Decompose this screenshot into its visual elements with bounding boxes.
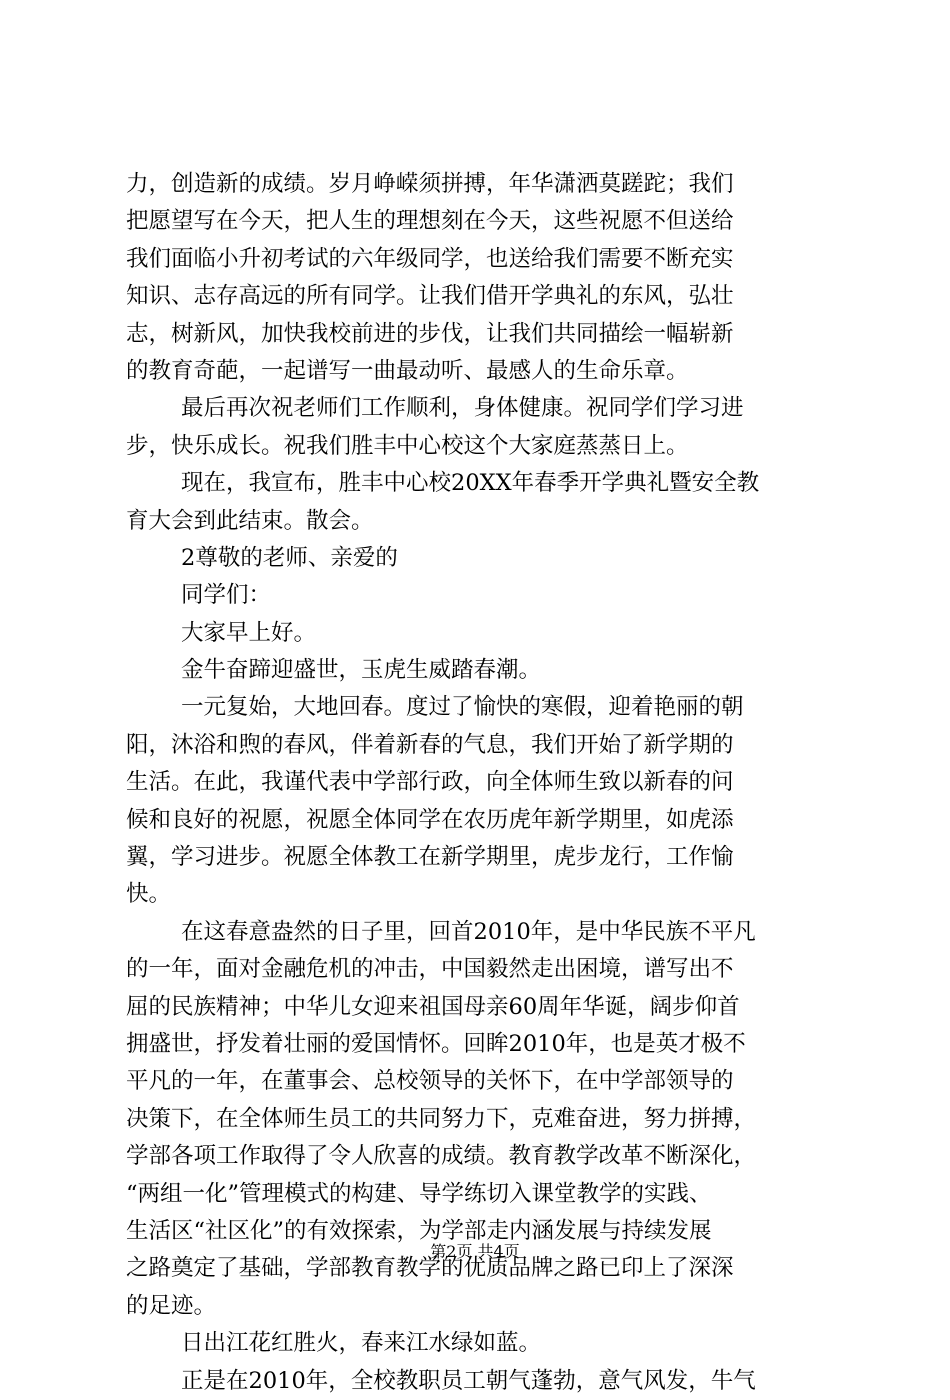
text-line: 候和良好的祝愿，祝愿全体同学在农历虎年新学期里，如虎添 bbox=[126, 806, 734, 833]
text-line: 正是在2010年，全校教职员工朝气蓬勃，意气风发，牛气 bbox=[181, 1367, 756, 1394]
text-line: 学部各项工作取得了令人欣喜的成绩。教育教学改革不断深化， bbox=[126, 1143, 757, 1170]
text-line: 知识、志存高远的所有同学。让我们借开学典礼的东风，弘壮 bbox=[126, 283, 734, 310]
text-line: 的足迹。 bbox=[126, 1292, 217, 1319]
text-line: 大家早上好。 bbox=[181, 619, 317, 646]
text-line: 最后再次祝老师们工作顺利，身体健康。祝同学们学习进 bbox=[181, 395, 744, 422]
text-line: 步，快乐成长。祝我们胜丰中心校这个大家庭蒸蒸日上。 bbox=[126, 432, 689, 459]
document-body bbox=[126, 166, 832, 1400]
text-line: 的教育奇葩，一起谱写一曲最动听、最感人的生命乐章。 bbox=[126, 357, 689, 384]
text-line: 志，树新风，加快我校前进的步伐，让我们共同描绘一幅崭新 bbox=[126, 320, 734, 347]
text-line: 同学们： bbox=[181, 582, 272, 609]
text-line: 现在，我宣布，胜丰中心校20XX年春季开学典礼暨安全教 bbox=[181, 470, 760, 497]
text-line: 日出江花红胜火，春来江水绿如蓝。 bbox=[181, 1330, 542, 1357]
text-line: “两组一化”管理模式的构建、导学练切入课堂教学的实践、 bbox=[126, 1180, 712, 1207]
text-line: 之路奠定了基础，学部教育教学的优质品牌之路已印上了深深 bbox=[126, 1255, 734, 1282]
text-line: 屈的民族精神；中华儿女迎来祖国母亲60周年华诞，阔步仰首 bbox=[126, 993, 740, 1020]
text-line: 生活。在此，我谨代表中学部行政，向全体师生致以新春的问 bbox=[126, 769, 734, 796]
text-line: 拥盛世，抒发着壮丽的爱国情怀。回眸2010年，也是英才极不 bbox=[126, 1030, 746, 1057]
text-line: 决策下，在全体师生员工的共同努力下，克难奋进，努力拼搏， bbox=[126, 1105, 757, 1132]
text-line: 育大会到此结束。散会。 bbox=[126, 507, 374, 534]
text-line: 快。 bbox=[126, 881, 172, 908]
text-line: 金牛奋蹄迎盛世，玉虎生威踏春潮。 bbox=[181, 657, 542, 684]
text-line: 的一年，面对金融危机的冲击，中国毅然走出困境，谱写出不 bbox=[126, 956, 734, 983]
text-line: 平凡的一年，在董事会、总校领导的关怀下，在中学部领导的 bbox=[126, 1068, 734, 1095]
text-line: 力，创造新的成绩。岁月峥嵘须拼搏，年华潇洒莫蹉跎；我们 bbox=[126, 171, 734, 197]
text-line: 在这春意盎然的日子里，回首2010年，是中华民族不平凡 bbox=[181, 918, 756, 945]
text-line: 生活区“社区化”的有效探索，为学部走内涵发展与持续发展 bbox=[126, 1217, 712, 1244]
text-line: 一元复始，大地回春。度过了愉快的寒假，迎着艳丽的朝 bbox=[181, 694, 744, 721]
text-line: 2尊敬的老师、亲爱的 bbox=[181, 544, 398, 571]
page-footer: 第2页 共4页 bbox=[430, 1242, 520, 1261]
text-line: 把愿望写在今天，把人生的理想刻在今天，这些祝愿不但送给 bbox=[126, 208, 734, 235]
text-line: 我们面临小升初考试的六年级同学，也送给我们需要不断充实 bbox=[126, 245, 734, 272]
text-line: 翼，学习进步。祝愿全体教工在新学期里，虎步龙行，工作愉 bbox=[126, 844, 734, 871]
text-line: 阳，沐浴和煦的春风，伴着新春的气息，我们开始了新学期的 bbox=[126, 731, 734, 758]
